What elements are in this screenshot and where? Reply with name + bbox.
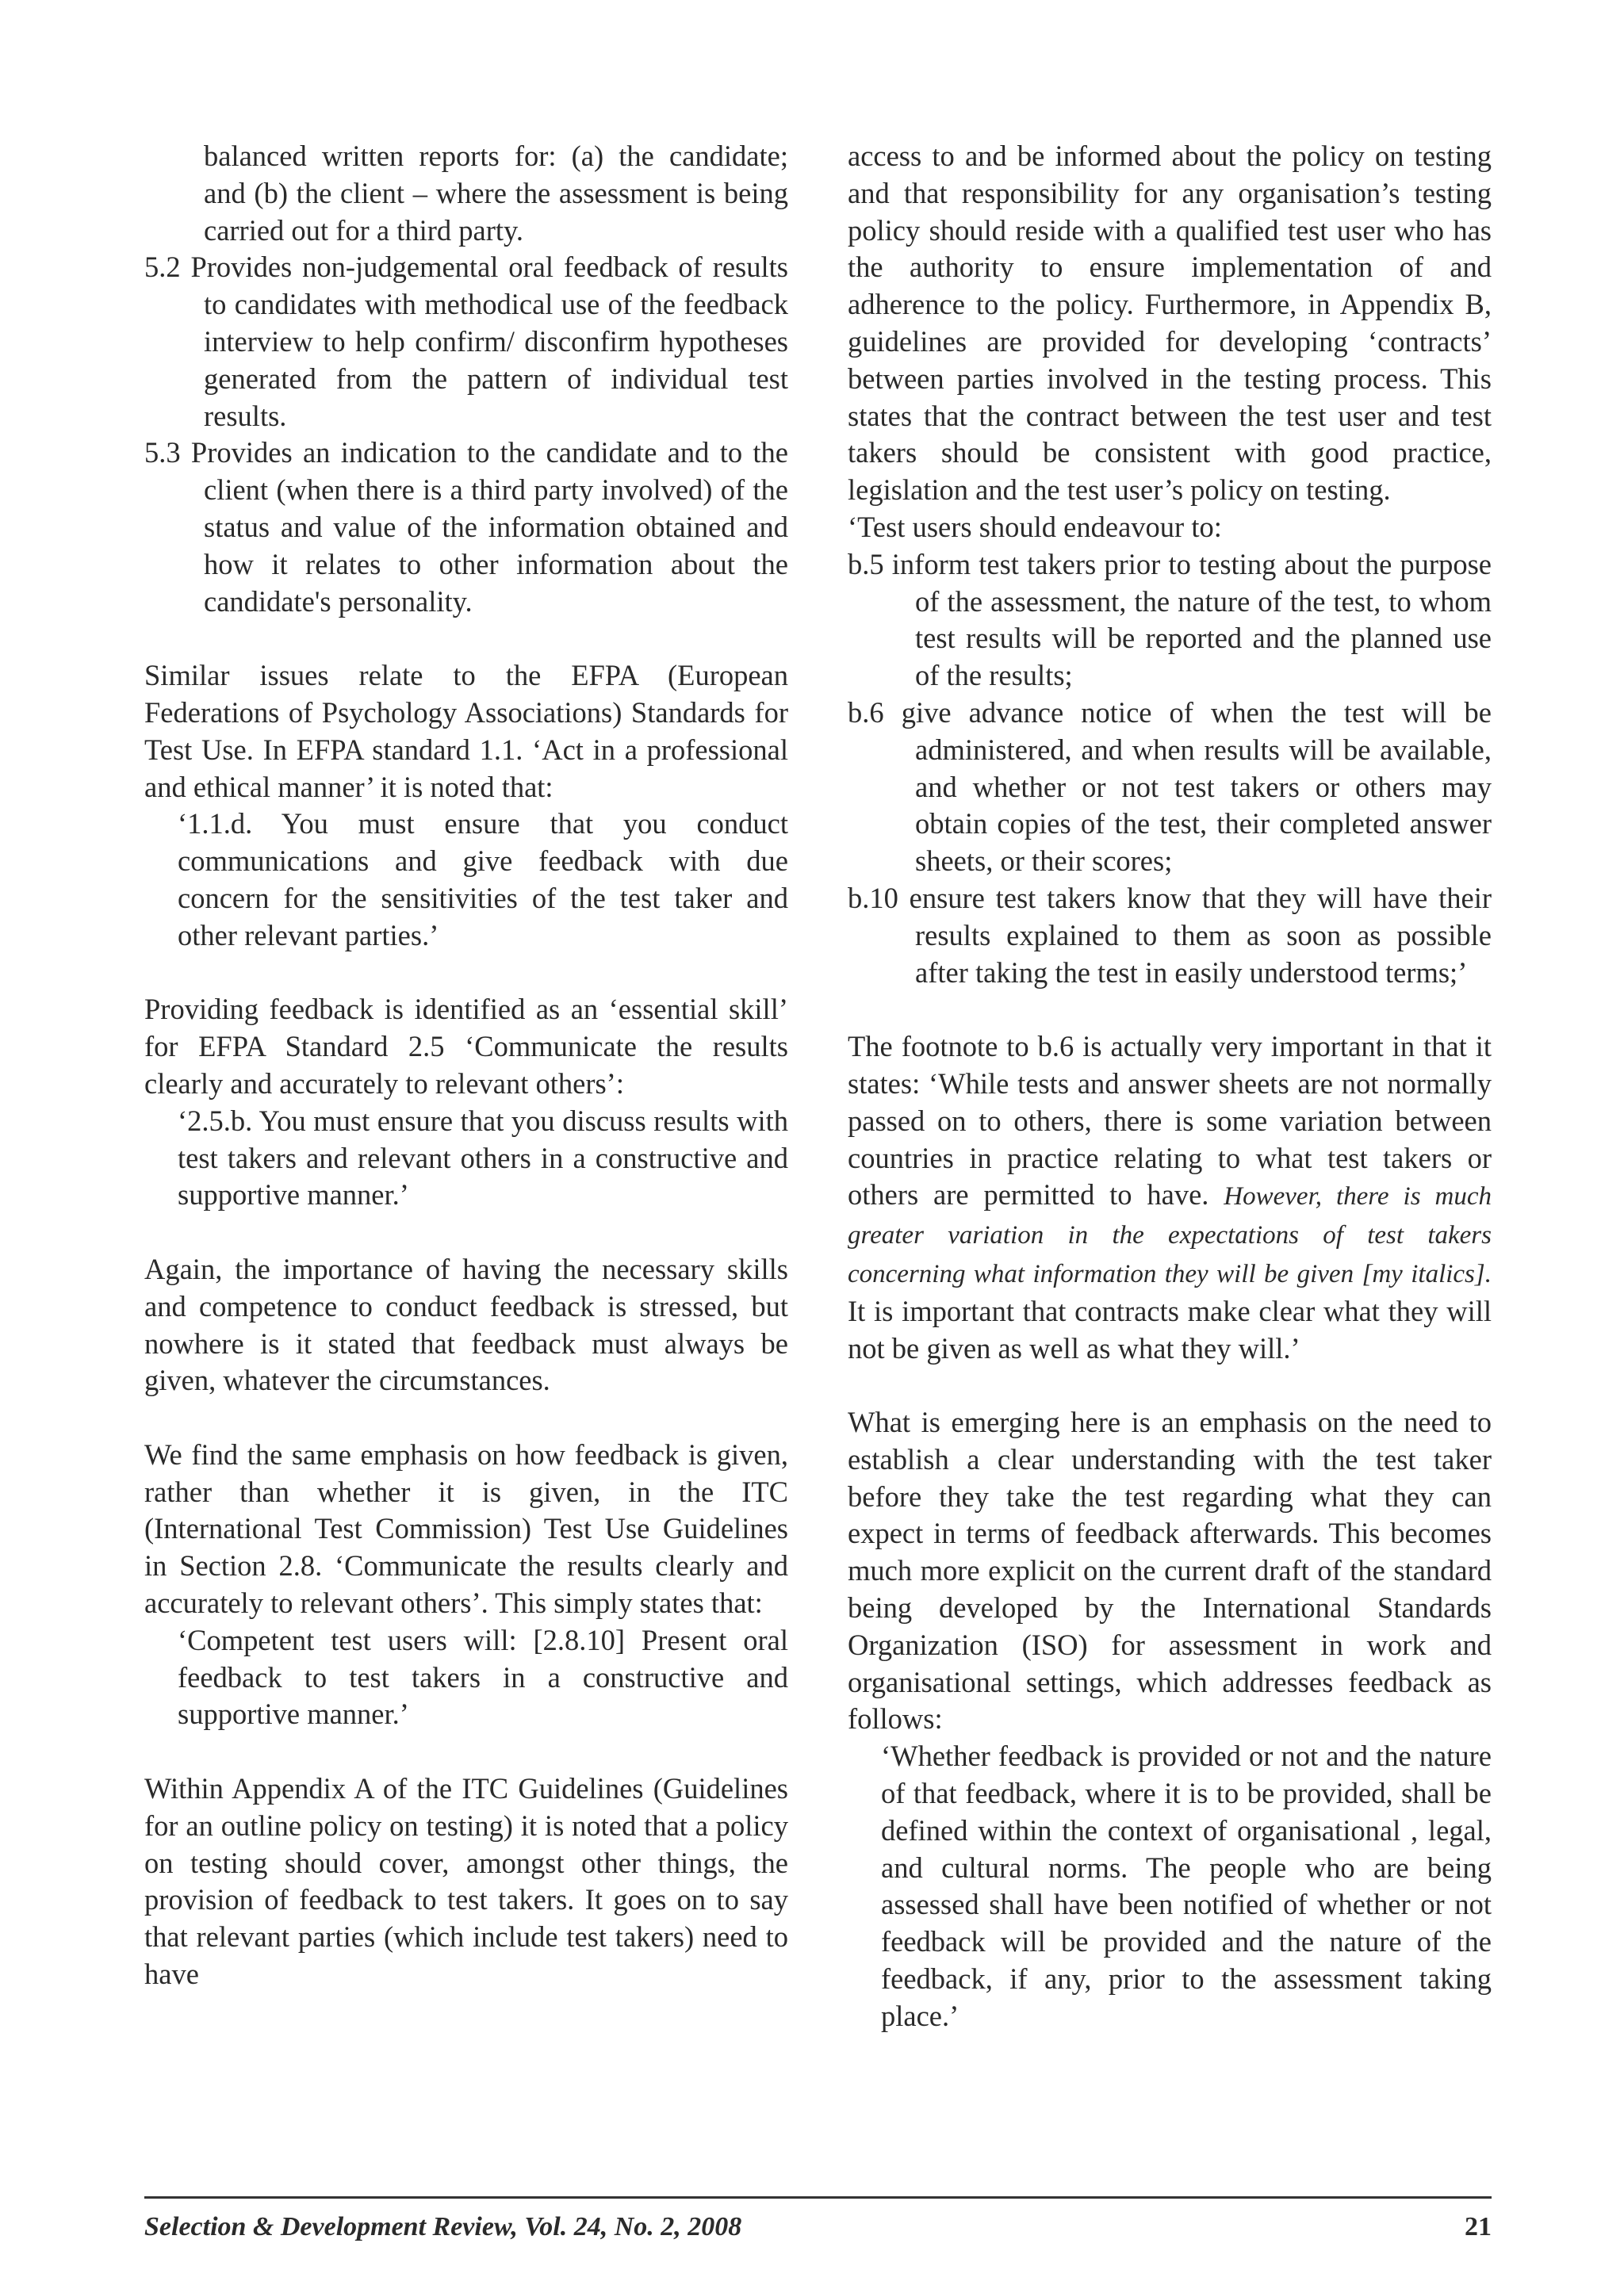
- left-column: [144, 138, 788, 1993]
- item-5-3: 5.3 Provides an indication to the candidate and to the client (when there is a third party involved) of the status and value of the information obtained and how it relates to other information about the candidate's personality.: [144, 436, 788, 618]
- page-footer: [144, 2212, 1492, 2242]
- item-5-2: 5.2 Provides non-judgemental oral feedback of results to candidates with methodical use of the feedback interview to help confirm/ disconfirm hypotheses generated from the pattern of individual test results.: [144, 251, 788, 432]
- right-para-footnote: [848, 1028, 1492, 1367]
- footnote-text-c: It is important that contracts make clear what they will not be given as well as what they will.’: [848, 1294, 1492, 1365]
- footnote-italic: However, there is much greater variation in the expectations of test takers concerning what information they will be given [my italics].: [848, 1182, 1492, 1288]
- item-b5: b.5 inform test takers prior to testing about the purpose of the assessment, the nature of the test, to whom test results will be reported and the planned use of the results;: [848, 547, 1492, 692]
- right-para-2: ‘Test users should endeavour to:: [848, 510, 1222, 543]
- item-b6: b.6 give advance notice of when the test will be administered, and when results will be available, and whether or not test takers or others may obtain copies of the test, their completed answer sheets, or their scores;: [848, 695, 1492, 878]
- left-para-appendix-a: Within Appendix A of the ITC Guidelines (Guidelines for an outline policy on testing) it is noted that a policy on testing should cover, amongst other things, the provision of feedback to test takers. It goes on to say that relevant parties (which include test takers) need to have: [144, 1772, 788, 1991]
- footer-rule: [144, 2196, 1492, 2199]
- quote-iso: ‘Whether feedback is provided or not and the nature of that feedback, where it is to be provided, shall be defined within the context of organisational , legal, and cultural norms. The people who are being assessed shall have been notified of whether or not feedback will be provided and the nature of the feedback, if any, prior to the assessment taking place.’: [881, 1740, 1492, 2032]
- page-number: 21: [1465, 2212, 1492, 2241]
- item-b10: b.10 ensure test takers know that they will have their results explained to them as soon as possible after taking the test in easily understood terms;’: [848, 881, 1492, 989]
- left-para-again: Again, the importance of having the necessary skills and competence to conduct feedback is stressed, but nowhere is it stated that feedback must always be given, whatever the circumstances.: [144, 1252, 788, 1397]
- right-column: [848, 138, 1492, 2035]
- left-para-1: balanced written reports for: (a) the candidate; and (b) the client – where the assessment is being carried out for a third party.: [204, 140, 788, 247]
- left-para-efpa: Similar issues relate to the EFPA (European Federations of Psychology Associations) Standards for Test Use. In EFPA standard 1.1. ‘Act in a professional and ethical manner’ it is noted that:: [144, 659, 788, 803]
- left-para-feedback: Providing feedback is identified as an ‘essential skill’ for EFPA Standard 2.5 ‘Communicate the results clearly and accurately to relevant others’:: [144, 993, 788, 1100]
- right-para-1: access to and be informed about the policy on testing and that responsibility for any organisation’s testing policy should reside with a qualified test user who has the authority to ensure implementation of and adherence to the policy. Furthermore, in Appendix B, guidelines are provided for developing ‘contracts’ between parties involved in the testing process. This states that the contract between the test user and test takers should be consistent with good practice, legislation and the test user’s policy on testing.: [848, 140, 1492, 507]
- quote-2-8-10: ‘Competent test users will: [2.8.10] Present oral feedback to test takers in a constructive and supportive manner.’: [178, 1623, 788, 1731]
- quote-2-5-b: ‘2.5.b. You must ensure that you discuss results with test takers and relevant others in a constructive and supportive manner.’: [178, 1104, 788, 1212]
- right-para-emerging: What is emerging here is an emphasis on the need to establish a clear understanding with the test taker before they take the test regarding what they can expect in terms of feedback afterwards. This becomes much more explicit on the current draft of the standard being developed by the International Standards Organization (ISO) for assessment in work and organisational settings, which addresses feedback as follows:: [848, 1406, 1492, 1736]
- quote-1-1-d: ‘1.1.d. You must ensure that you conduct communications and give feedback with due concern for the sensitivities of the test taker and other relevant parties.’: [178, 807, 788, 951]
- left-para-itc: We find the same emphasis on how feedback is given, rather than whether it is given, in the ITC (International Test Commission) Test Use Guidelines in Section 2.8. ‘Communicate the results clearly and accurately to relevant others’. This simply states that:: [144, 1437, 788, 1620]
- journal-citation: Selection & Development Review, Vol. 24, No. 2, 2008: [144, 2212, 742, 2241]
- footnote-text-a: The footnote to b.6 is actually very important in that it states: ‘While tests and answer sheets are not normally passed on to others, there is some variation between countries in practice relating to what test takers or others are permitted to have.: [848, 1030, 1492, 1212]
